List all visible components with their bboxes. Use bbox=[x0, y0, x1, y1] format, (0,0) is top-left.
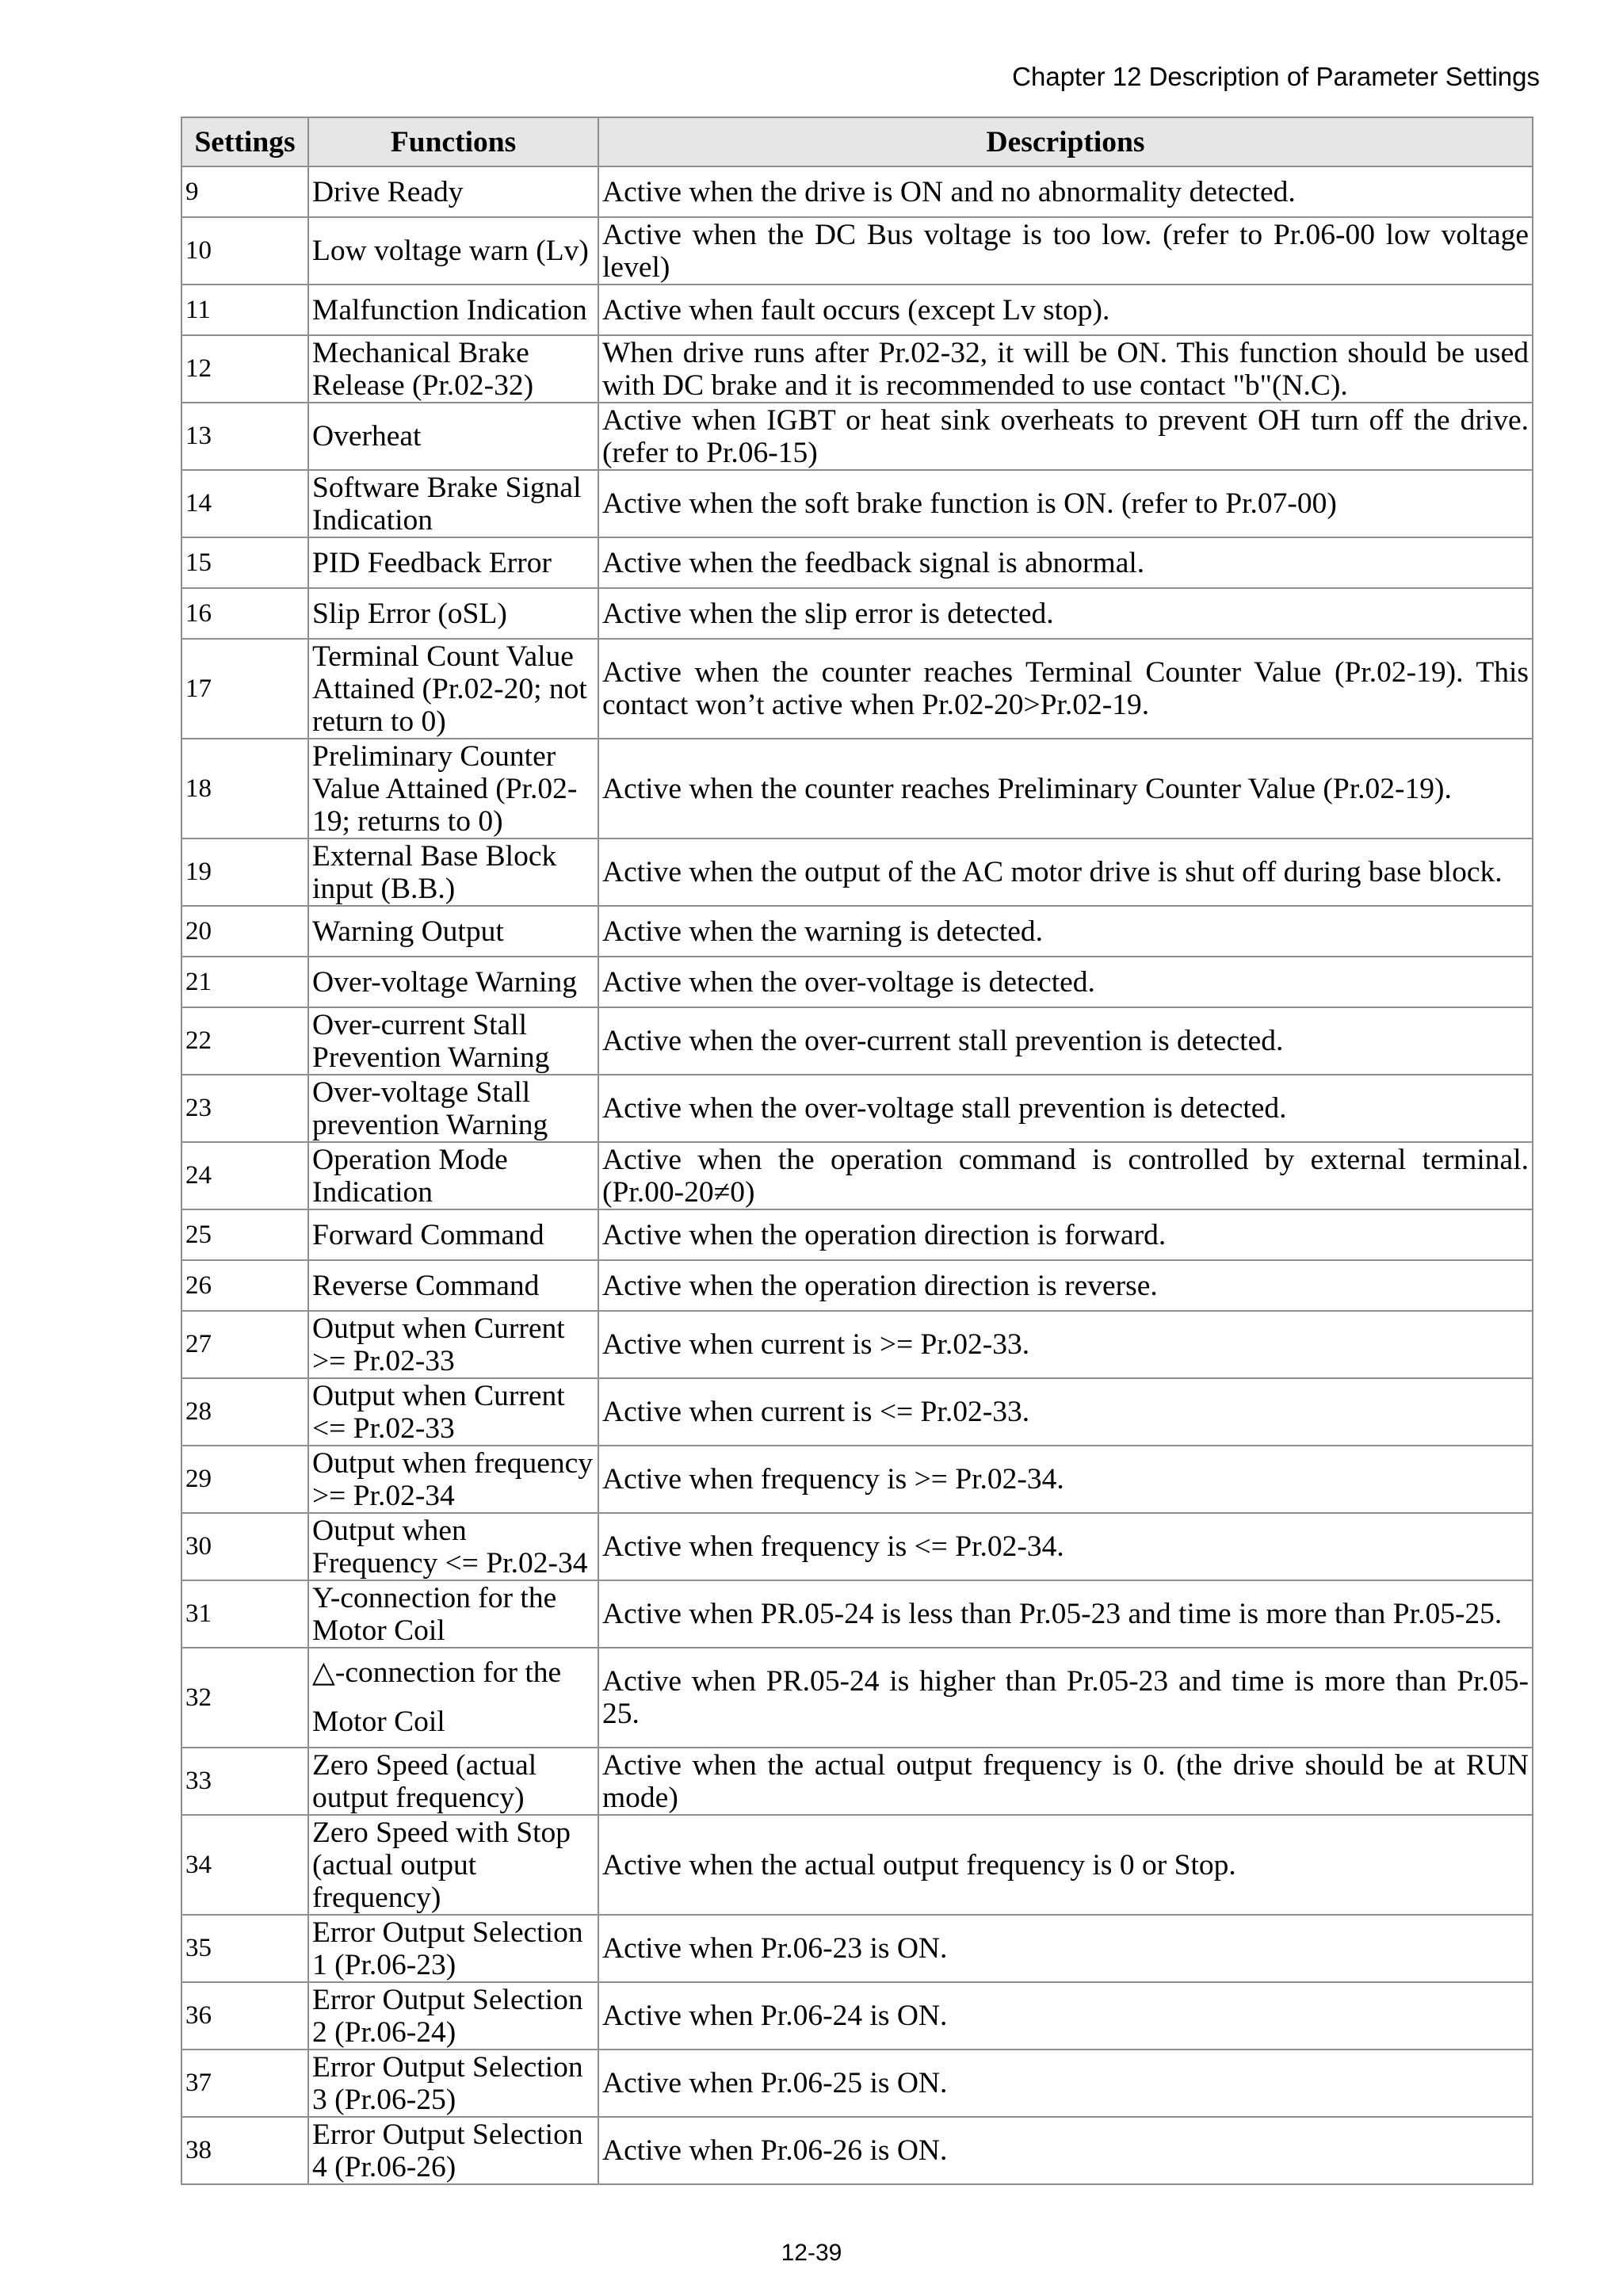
function-cell: Overheat bbox=[308, 403, 598, 470]
setting-cell: 16 bbox=[181, 588, 308, 639]
table-header-row bbox=[181, 117, 1533, 166]
function-cell: Output when Current >= Pr.02-33 bbox=[308, 1311, 598, 1378]
function-cell: Over-voltage Warning bbox=[308, 957, 598, 1007]
function-cell: Over-current Stall Prevention Warning bbox=[308, 1007, 598, 1075]
setting-cell: 30 bbox=[181, 1513, 308, 1580]
description-cell: Active when the counter reaches Terminal Counter Value (Pr.02-19). This contact won’t active when Pr.02-20>Pr.02-19. bbox=[598, 639, 1533, 739]
setting-cell: 9 bbox=[181, 166, 308, 217]
table-row bbox=[181, 1915, 1533, 1982]
table-row bbox=[181, 1982, 1533, 2050]
description-cell: Active when PR.05-24 is higher than Pr.05-23 and time is more than Pr.05-25. bbox=[598, 1648, 1533, 1748]
function-cell: Preliminary Counter Value Attained (Pr.02-19; returns to 0) bbox=[308, 739, 598, 839]
table-row bbox=[181, 1075, 1533, 1142]
function-cell: Error Output Selection 4 (Pr.06-26) bbox=[308, 2117, 598, 2184]
description-cell: Active when the actual output frequency is 0 or Stop. bbox=[598, 1815, 1533, 1915]
table-row bbox=[181, 639, 1533, 739]
setting-cell: 11 bbox=[181, 285, 308, 335]
description-cell: Active when the output of the AC motor drive is shut off during base block. bbox=[598, 839, 1533, 906]
description-cell: Active when the actual output frequency is 0. (the drive should be at RUN mode) bbox=[598, 1748, 1533, 1815]
function-cell: Forward Command bbox=[308, 1209, 598, 1260]
description-cell: Active when the counter reaches Preliminary Counter Value (Pr.02-19). bbox=[598, 739, 1533, 839]
setting-cell: 25 bbox=[181, 1209, 308, 1260]
setting-cell: 37 bbox=[181, 2050, 308, 2117]
description-cell: Active when the over-current stall prevention is detected. bbox=[598, 1007, 1533, 1075]
setting-cell: 35 bbox=[181, 1915, 308, 1982]
function-cell: Malfunction Indication bbox=[308, 285, 598, 335]
function-cell: Y-connection for the Motor Coil bbox=[308, 1580, 598, 1648]
setting-cell: 26 bbox=[181, 1260, 308, 1311]
description-cell: When drive runs after Pr.02-32, it will be ON. This function should be used with DC brake and it is recommended to use contact "b"(N.C). bbox=[598, 335, 1533, 403]
setting-cell: 23 bbox=[181, 1075, 308, 1142]
function-cell: Warning Output bbox=[308, 906, 598, 957]
description-cell: Active when the warning is detected. bbox=[598, 906, 1533, 957]
function-cell: Error Output Selection 2 (Pr.06-24) bbox=[308, 1982, 598, 2050]
setting-cell: 33 bbox=[181, 1748, 308, 1815]
setting-cell: 14 bbox=[181, 470, 308, 537]
function-cell: Software Brake Signal Indication bbox=[308, 470, 598, 537]
table-row bbox=[181, 335, 1533, 403]
setting-cell: 20 bbox=[181, 906, 308, 957]
table-row bbox=[181, 1748, 1533, 1815]
table-row bbox=[181, 1648, 1533, 1748]
function-cell: Operation Mode Indication bbox=[308, 1142, 598, 1209]
function-cell: Reverse Command bbox=[308, 1260, 598, 1311]
setting-cell: 24 bbox=[181, 1142, 308, 1209]
table-row bbox=[181, 1446, 1533, 1513]
table-row bbox=[181, 1378, 1533, 1446]
description-cell: Active when PR.05-24 is less than Pr.05-23 and time is more than Pr.05-25. bbox=[598, 1580, 1533, 1648]
description-cell: Active when the soft brake function is ON. (refer to Pr.07-00) bbox=[598, 470, 1533, 537]
function-cell: △-connection for the Motor Coil bbox=[308, 1648, 598, 1748]
table-row bbox=[181, 1007, 1533, 1075]
setting-cell: 22 bbox=[181, 1007, 308, 1075]
function-cell: Slip Error (oSL) bbox=[308, 588, 598, 639]
setting-cell: 10 bbox=[181, 217, 308, 285]
description-cell: Active when the operation command is controlled by external terminal. (Pr.00-20≠0) bbox=[598, 1142, 1533, 1209]
column-header-functions: Functions bbox=[308, 117, 598, 166]
function-cell: Over-voltage Stall prevention Warning bbox=[308, 1075, 598, 1142]
table-row bbox=[181, 470, 1533, 537]
description-cell: Active when the DC Bus voltage is too low. (refer to Pr.06-00 low voltage level) bbox=[598, 217, 1533, 285]
description-cell: Active when the slip error is detected. bbox=[598, 588, 1533, 639]
description-cell: Active when current is >= Pr.02-33. bbox=[598, 1311, 1533, 1378]
table-row bbox=[181, 1513, 1533, 1580]
function-cell: Drive Ready bbox=[308, 166, 598, 217]
table-row bbox=[181, 739, 1533, 839]
description-cell: Active when current is <= Pr.02-33. bbox=[598, 1378, 1533, 1446]
description-cell: Active when frequency is <= Pr.02-34. bbox=[598, 1513, 1533, 1580]
function-cell: Error Output Selection 1 (Pr.06-23) bbox=[308, 1915, 598, 1982]
table-row bbox=[181, 2050, 1533, 2117]
description-cell: Active when Pr.06-24 is ON. bbox=[598, 1982, 1533, 2050]
function-cell: Output when Current <= Pr.02-33 bbox=[308, 1378, 598, 1446]
setting-cell: 34 bbox=[181, 1815, 308, 1915]
description-cell: Active when the operation direction is forward. bbox=[598, 1209, 1533, 1260]
table-row bbox=[181, 537, 1533, 588]
function-cell: Output when Frequency <= Pr.02-34 bbox=[308, 1513, 598, 1580]
table-row bbox=[181, 588, 1533, 639]
setting-cell: 21 bbox=[181, 957, 308, 1007]
function-cell: Terminal Count Value Attained (Pr.02-20; not return to 0) bbox=[308, 639, 598, 739]
function-cell: Zero Speed (actual output frequency) bbox=[308, 1748, 598, 1815]
function-cell: Zero Speed with Stop (actual output frequency) bbox=[308, 1815, 598, 1915]
setting-cell: 12 bbox=[181, 335, 308, 403]
description-cell: Active when the operation direction is reverse. bbox=[598, 1260, 1533, 1311]
function-cell: Error Output Selection 3 (Pr.06-25) bbox=[308, 2050, 598, 2117]
table-row bbox=[181, 1260, 1533, 1311]
setting-cell: 29 bbox=[181, 1446, 308, 1513]
table-row bbox=[181, 957, 1533, 1007]
description-cell: Active when frequency is >= Pr.02-34. bbox=[598, 1446, 1533, 1513]
page-header: Chapter 12 Description of Parameter Settings bbox=[1012, 62, 1540, 91]
setting-cell: 17 bbox=[181, 639, 308, 739]
description-cell: Active when the over-voltage is detected. bbox=[598, 957, 1533, 1007]
table-row bbox=[181, 1580, 1533, 1648]
description-cell: Active when Pr.06-26 is ON. bbox=[598, 2117, 1533, 2184]
table-row bbox=[181, 2117, 1533, 2184]
table-row bbox=[181, 906, 1533, 957]
description-cell: Active when Pr.06-25 is ON. bbox=[598, 2050, 1533, 2117]
table-row bbox=[181, 1209, 1533, 1260]
description-cell: Active when Pr.06-23 is ON. bbox=[598, 1915, 1533, 1982]
description-cell: Active when the over-voltage stall prevention is detected. bbox=[598, 1075, 1533, 1142]
description-cell: Active when the drive is ON and no abnormality detected. bbox=[598, 166, 1533, 217]
setting-cell: 27 bbox=[181, 1311, 308, 1378]
table-row bbox=[181, 217, 1533, 285]
parameter-settings-table bbox=[181, 117, 1533, 2185]
function-cell: Low voltage warn (Lv) bbox=[308, 217, 598, 285]
setting-cell: 13 bbox=[181, 403, 308, 470]
setting-cell: 31 bbox=[181, 1580, 308, 1648]
setting-cell: 19 bbox=[181, 839, 308, 906]
description-cell: Active when IGBT or heat sink overheats to prevent OH turn off the drive. (refer to Pr.06-15) bbox=[598, 403, 1533, 470]
table-row bbox=[181, 1311, 1533, 1378]
table-row bbox=[181, 1815, 1533, 1915]
description-cell: Active when the feedback signal is abnormal. bbox=[598, 537, 1533, 588]
page-number: 12-39 bbox=[781, 2240, 842, 2266]
setting-cell: 28 bbox=[181, 1378, 308, 1446]
setting-cell: 32 bbox=[181, 1648, 308, 1748]
table-row bbox=[181, 839, 1533, 906]
setting-cell: 38 bbox=[181, 2117, 308, 2184]
function-cell: Mechanical Brake Release (Pr.02-32) bbox=[308, 335, 598, 403]
table-row bbox=[181, 1142, 1533, 1209]
setting-cell: 18 bbox=[181, 739, 308, 839]
table-row bbox=[181, 166, 1533, 217]
function-cell: PID Feedback Error bbox=[308, 537, 598, 588]
table-row bbox=[181, 403, 1533, 470]
setting-cell: 36 bbox=[181, 1982, 308, 2050]
column-header-descriptions: Descriptions bbox=[598, 117, 1533, 166]
function-cell: External Base Block input (B.B.) bbox=[308, 839, 598, 906]
column-header-settings: Settings bbox=[181, 117, 308, 166]
function-cell: Output when frequency >= Pr.02-34 bbox=[308, 1446, 598, 1513]
description-cell: Active when fault occurs (except Lv stop). bbox=[598, 285, 1533, 335]
setting-cell: 15 bbox=[181, 537, 308, 588]
table-row bbox=[181, 285, 1533, 335]
